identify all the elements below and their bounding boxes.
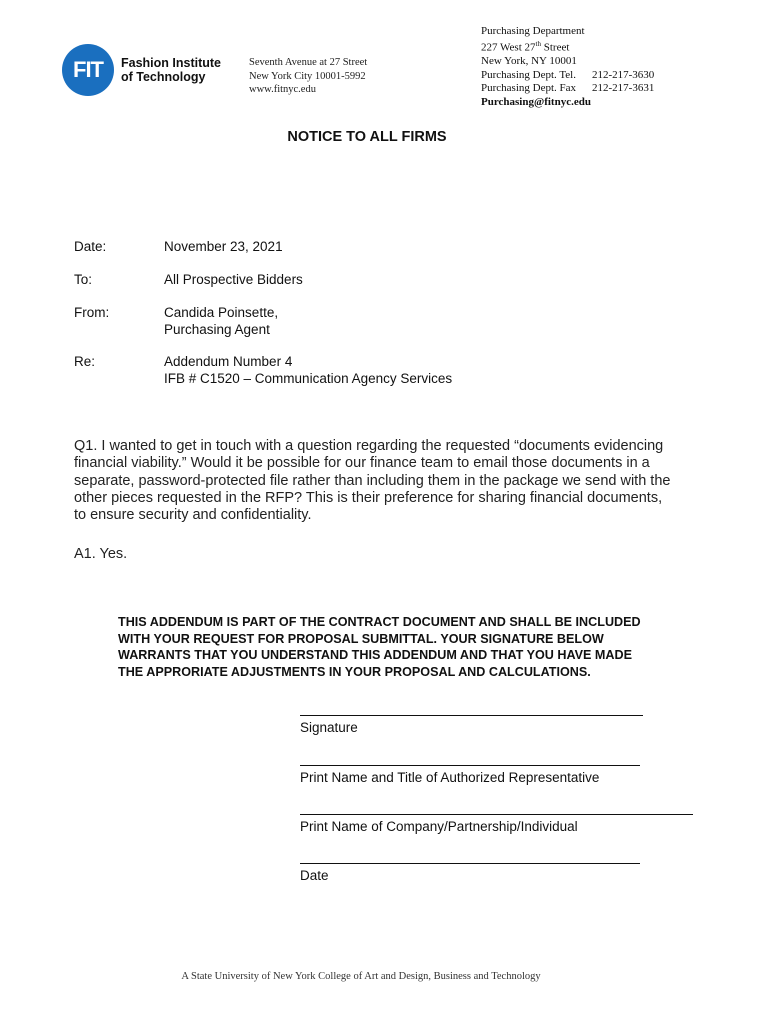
fax-value: 212-217-3631 xyxy=(592,82,655,95)
tel-value: 212-217-3630 xyxy=(591,68,655,81)
company-name-field[interactable] xyxy=(300,814,693,834)
signature-label: Signature xyxy=(300,720,358,735)
date-signed-field[interactable] xyxy=(300,863,640,883)
institution-name-line2: of Technology xyxy=(121,70,206,84)
institution-address xyxy=(249,56,367,97)
signature-line[interactable] xyxy=(300,715,643,716)
purchasing-contact-block xyxy=(481,25,654,109)
from-name: Candida Poinsette, xyxy=(164,305,279,320)
page-title: NOTICE TO ALL FIRMS xyxy=(287,129,447,145)
date-label: Date: xyxy=(74,239,107,254)
fit-logo xyxy=(62,44,114,96)
dept-tel xyxy=(481,69,654,82)
tel-label: Purchasing Dept. Tel. xyxy=(481,68,576,81)
q1-line: Q1. I wanted to get in touch with a question regarding the requested “documents evidencing xyxy=(74,438,664,454)
re-addendum: Addendum Number 4 xyxy=(164,354,293,369)
q1-line: financial viability.” Would it be possible for our finance team to email those documents in a xyxy=(74,455,650,472)
date-value: November 23, 2021 xyxy=(164,239,283,254)
dept-street-sup: th xyxy=(535,40,541,49)
re-ifb: IFB # C1520 – Communication Agency Services xyxy=(164,370,453,386)
logo-mark: FIT xyxy=(73,57,103,82)
q1-line: to ensure security and confidentiality. xyxy=(74,507,312,524)
to-label: To: xyxy=(74,272,93,287)
addendum-notice xyxy=(118,614,718,680)
notice-line: WITH YOUR REQUEST FOR PROPOSAL SUBMITTAL. YOUR SIGNATURE BELOW xyxy=(118,631,604,646)
print-name-label: Print Name and Title of Authorized Representative xyxy=(300,770,600,785)
notice-line: WARRANTS THAT YOU UNDERSTAND THIS ADDENDUM AND THAT YOU HAVE MADE xyxy=(118,648,633,663)
dept-street-suffix: Street xyxy=(540,42,570,55)
company-name-line[interactable] xyxy=(300,814,693,815)
institution-name xyxy=(121,56,221,84)
institution-name-line1: Fashion Institute xyxy=(121,56,221,70)
re-label: Re: xyxy=(74,354,96,369)
to-value: All Prospective Bidders xyxy=(164,272,303,287)
dept-street xyxy=(481,38,654,55)
dept-name: Purchasing Department xyxy=(481,25,585,37)
from-value xyxy=(164,305,278,338)
dept-fax xyxy=(481,82,654,95)
date-signed-label: Date xyxy=(300,868,329,883)
from-label: From: xyxy=(74,305,110,320)
address-city: New York City 10001-5992 xyxy=(249,70,366,82)
website-link[interactable]: www.fitnyc.edu xyxy=(249,84,316,95)
footer-tagline: A State University of New York College of Art and Design, Business and Technology xyxy=(181,971,541,982)
dept-email-link[interactable]: Purchasing@fitnyc.edu xyxy=(481,95,591,108)
notice-line: THE APPRORIATE ADJUSTMENTS IN YOUR PROPOSAL AND CALCULATIONS. xyxy=(118,664,591,679)
signature-field[interactable] xyxy=(300,715,643,735)
from-title: Purchasing Agent xyxy=(164,321,270,337)
notice-line: THIS ADDENDUM IS PART OF THE CONTRACT DOCUMENT AND SHALL BE INCLUDED xyxy=(118,615,641,629)
company-name-label: Print Name of Company/Partnership/Individual xyxy=(300,819,578,834)
date-signed-line[interactable] xyxy=(300,863,640,864)
print-name-line[interactable] xyxy=(300,765,640,766)
fax-label: Purchasing Dept. Fax xyxy=(481,82,577,95)
answer-1: A1. Yes. xyxy=(74,546,128,562)
dept-street-prefix: 227 West 27 xyxy=(481,42,536,55)
address-street: Seventh Avenue at 27 Street xyxy=(249,57,368,68)
q1-line: other pieces requested in the RFP? This is their preference for sharing financial documents, xyxy=(74,489,663,506)
q1-line: separate, password-protected file rather than including them in the package we send with the xyxy=(74,472,671,489)
print-name-field[interactable] xyxy=(300,765,640,785)
question-1 xyxy=(74,438,714,524)
re-value xyxy=(164,354,452,387)
dept-city: New York, NY 10001 xyxy=(481,55,577,68)
